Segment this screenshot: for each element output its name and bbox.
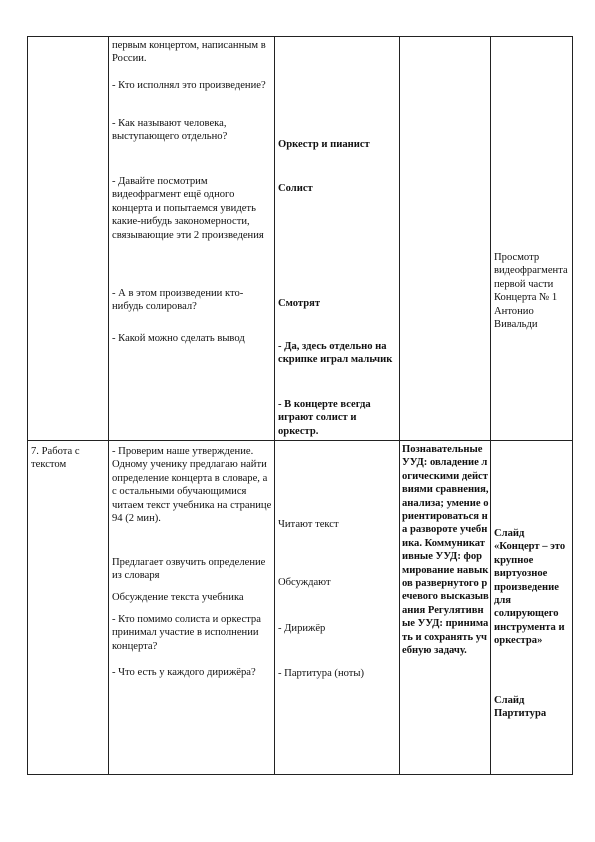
teacher-text: - Как называют человека, выступающего отдельно? [112, 118, 228, 143]
lesson-plan-table [27, 36, 573, 775]
teacher-text: - Что есть у каждого дирижёра? [112, 667, 256, 678]
resources-text: Слайд «Концерт – это крупное виртуозное произведение для солирующего инструмента и оркестра» [494, 528, 566, 647]
teacher-text: Предлагает озвучить определение из словаря [112, 557, 266, 582]
uud-text: Познавательные УУД: овладение логическими действиями сравнения, анализа; умение ориентироваться на развороте учебника. Коммуникативные УУД: формирование навыков развернутого речевого высказывания Регулятивные УУД: принимать и сохранять учебную задачу. [402, 444, 489, 657]
student-text: - В концерте всегда играют солист и оркестр. [278, 399, 371, 437]
resources-text: Просмотр видеофрагмента первой части Концерта № 1 Антонио Вивальди [494, 252, 568, 331]
table-row [28, 37, 573, 441]
teacher-text: - Кто помимо солиста и оркестра принимал участие в исполнении концерта? [112, 614, 261, 652]
student-text: Солист [278, 183, 313, 194]
teacher-text: - Давайте посмотрим видеофрагмент ещё одного концерта и попытаемся увидеть какие-нибудь закономерности, связывающие эти 2 произведения [112, 176, 264, 241]
student-activity-cell [275, 37, 400, 441]
resources-cell [491, 441, 573, 775]
uud-cell [400, 441, 491, 775]
teacher-activity-cell [109, 441, 275, 775]
teacher-text: - Проверим наше утверждение. Одному ученику предлагаю найти определение концерта в словаре, а с остальными обучающимися читаем текст учебника на странице 94 (2 мин). [112, 446, 272, 525]
teacher-text: Обсуждение текста учебника [112, 592, 244, 603]
uud-cell [400, 37, 491, 441]
teacher-text: - Кто исполнял это произведение? [112, 80, 266, 91]
stage-title: 7. Работа с текстом [31, 446, 80, 471]
student-text: Смотрят [278, 298, 321, 309]
stage-cell [28, 37, 109, 441]
table-row [28, 441, 573, 775]
resources-text: Слайд Партитура [494, 695, 547, 720]
stage-cell [28, 441, 109, 775]
student-text: - Партитура (ноты) [278, 668, 365, 679]
teacher-activity-cell [109, 37, 275, 441]
resources-cell [491, 37, 573, 441]
teacher-text: - Какой можно сделать вывод [112, 333, 245, 344]
teacher-text: первым концертом, написанным в России. [112, 40, 266, 65]
student-text: - Да, здесь отдельно на скрипке играл мальчик [278, 341, 393, 366]
student-text: Обсуждают [278, 577, 331, 588]
student-text: Читают текст [278, 519, 339, 530]
student-text: - Дирижёр [278, 623, 326, 634]
student-text: Оркестр и пианист [278, 139, 370, 150]
teacher-text: - А в этом произведении кто-нибудь солировал? [112, 288, 244, 313]
student-activity-cell [275, 441, 400, 775]
